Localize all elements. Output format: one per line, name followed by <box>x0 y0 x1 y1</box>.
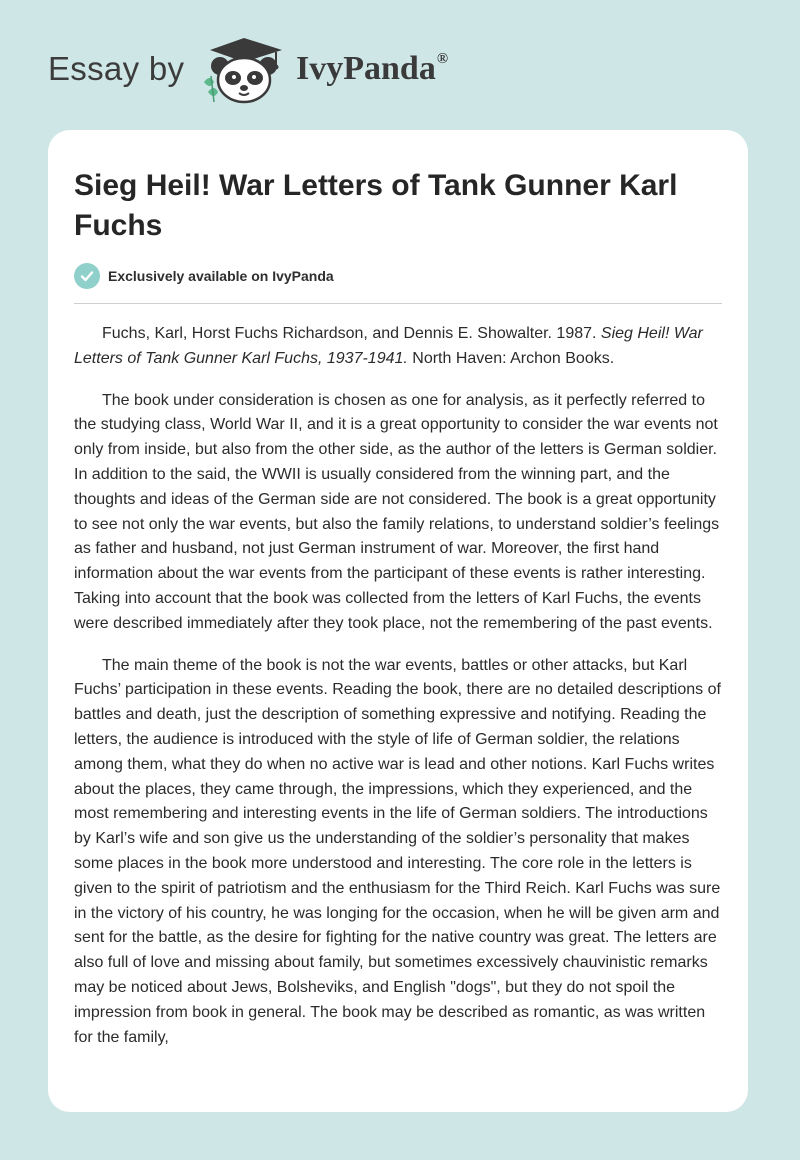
exclusive-badge <box>74 263 334 289</box>
divider <box>74 303 722 304</box>
citation-authors: Fuchs, Karl, Horst Fuchs Richardson, and Dennis E. Showalter. 1987. <box>102 325 601 342</box>
checkmark-icon <box>74 263 100 289</box>
page-title: Sieg Heil! War Letters of Tank Gunner Karl Fuchs <box>74 169 678 242</box>
brand-name[interactable]: IvyPanda® <box>296 50 449 87</box>
site-header <box>0 0 800 130</box>
panda-graduation-logo-icon[interactable] <box>200 36 292 106</box>
essay-by-label: Essay by <box>48 50 185 87</box>
citation-paragraph <box>74 322 722 372</box>
essay-body <box>74 322 722 1067</box>
exclusive-label: Exclusively available on IvyPanda <box>108 268 334 284</box>
body-paragraph: The book under consideration is chosen as one for analysis, as it perfectly referred to the studying class, World War II, and it is a great opportunity to consider the war events not only from inside, but also from the other side, as the author of the letters is German soldier. In addition to the said, the WWII is usually considered from the winning part, and the thoughts and ideas of the German side are not considered. The book is a great opportunity to see not only the war events, but also the family relations, to understand soldier’s feelings as father and husband, not just German instrument of war. Moreover, the first hand information about the war events from the participant of these events is rather interesting. Taking into account that the book was collected from the letters of Karl Fuchs, the events were described immediately after they took place, not the remembering of the past events. <box>74 391 720 632</box>
citation-publisher: North Haven: Archon Books. <box>407 349 615 367</box>
body-paragraph: The main theme of the book is not the war events, battles or other attacks, but Karl Fuchs’ participation in these events. Reading the book, there are no detailed descriptions of battles and death, just the description of something expressive and notifying. Reading the letters, the audience is introduced with the style of life of German soldier, the relations among them, what they do when no active war is lead and other notions. Karl Fuchs writes about the places, they came through, the impressions, which they experienced, and the most remembering and interesting events in the life of German soldiers. The introductions by Karl’s wife and son give us the understanding of the soldier’s personality that makes some places in the book more understood and interesting. The core role in the letters is given to the spirit of patriotism and the enthusiasm for the Third Reich. Karl Fuchs was sure in the victory of his country, he was longing for the occasion, when he will be given arm and sent for the battle, as the desire for fighting for the native country was great. The letters are also full of love and missing about family, but sometimes excessively chauvinistic remarks may be noticed about Jews, Bolsheviks, and English "dogs", but they do not spoil the impression from book in general. The book may be described as romantic, as was written for the family, <box>74 656 721 1046</box>
citation-book-title: Sieg Heil! War Letters of Tank Gunner Karl Fuchs, 1937-1941. <box>74 325 703 367</box>
essay-card <box>48 130 748 1112</box>
